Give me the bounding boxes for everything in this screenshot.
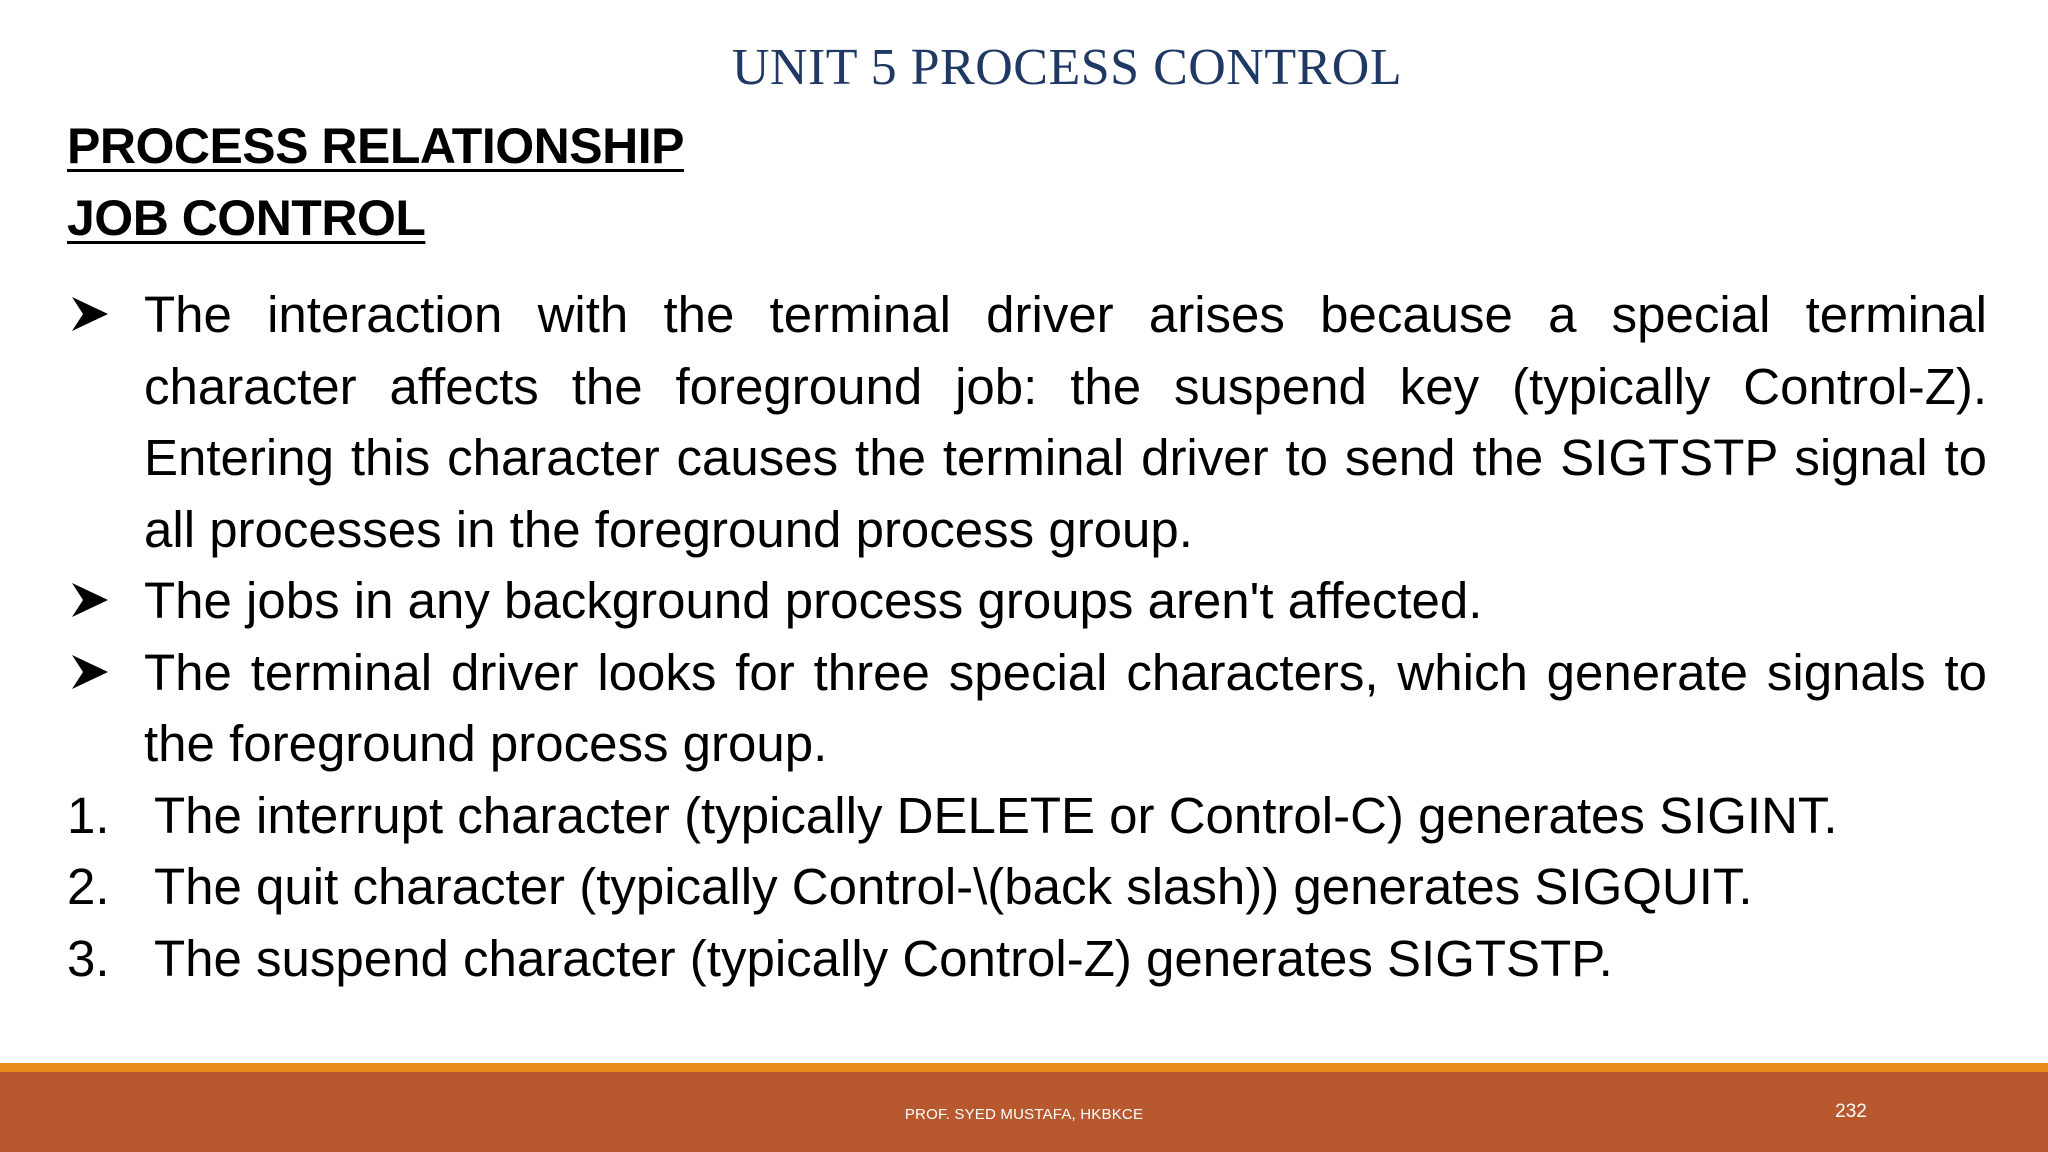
arrowhead-bullet-icon <box>69 293 111 335</box>
page-number: 232 <box>1835 1101 1867 1122</box>
numbered-item <box>67 923 1987 995</box>
slide-title: UNIT 5 PROCESS CONTROL <box>731 39 1403 96</box>
footer-author: PROF. SYED MUSTAFA, HKBKCE <box>904 1106 1144 1123</box>
numbered-item-text: The quit character (typically Control-\(back slash)) generates SIGQUIT. <box>154 858 1753 915</box>
bullet-item <box>67 565 1987 637</box>
item-number: 2. <box>67 858 110 915</box>
heading-process-relationship: PROCESS RELATIONSHIP <box>67 118 684 174</box>
numbered-item-text: The interrupt character (typically DELETE or Control-C) generates SIGINT. <box>154 786 1838 844</box>
bullet-item <box>67 279 1987 565</box>
numbered-item <box>67 780 1987 852</box>
heading-job-control: JOB CONTROL <box>67 190 426 246</box>
section-headings <box>67 110 684 254</box>
item-number: 1. <box>67 786 110 844</box>
numbered-item <box>67 851 1987 923</box>
arrowhead-bullet-icon <box>69 651 111 693</box>
numbered-item-text: The suspend character (typically Control-Z) generates SIGTSTP. <box>154 929 1613 987</box>
arrowhead-bullet-icon <box>69 579 111 621</box>
footer-accent-line <box>0 1063 2048 1072</box>
bullet-text: The interaction with the terminal driver arises because a special terminal character affects the foreground job: the suspend key (typically Control-Z). Entering this character causes the terminal driver to send the SIGTSTP signal to all processes in the foreground process group. <box>144 286 1987 558</box>
bullet-item <box>67 637 1987 780</box>
bullet-text: The terminal driver looks for three special characters, which generate signals to the foreground process group. <box>144 643 1987 772</box>
slide-content <box>67 279 1987 994</box>
item-number: 3. <box>67 929 110 987</box>
bullet-text: The jobs in any background process groups aren't affected. <box>144 572 1483 629</box>
